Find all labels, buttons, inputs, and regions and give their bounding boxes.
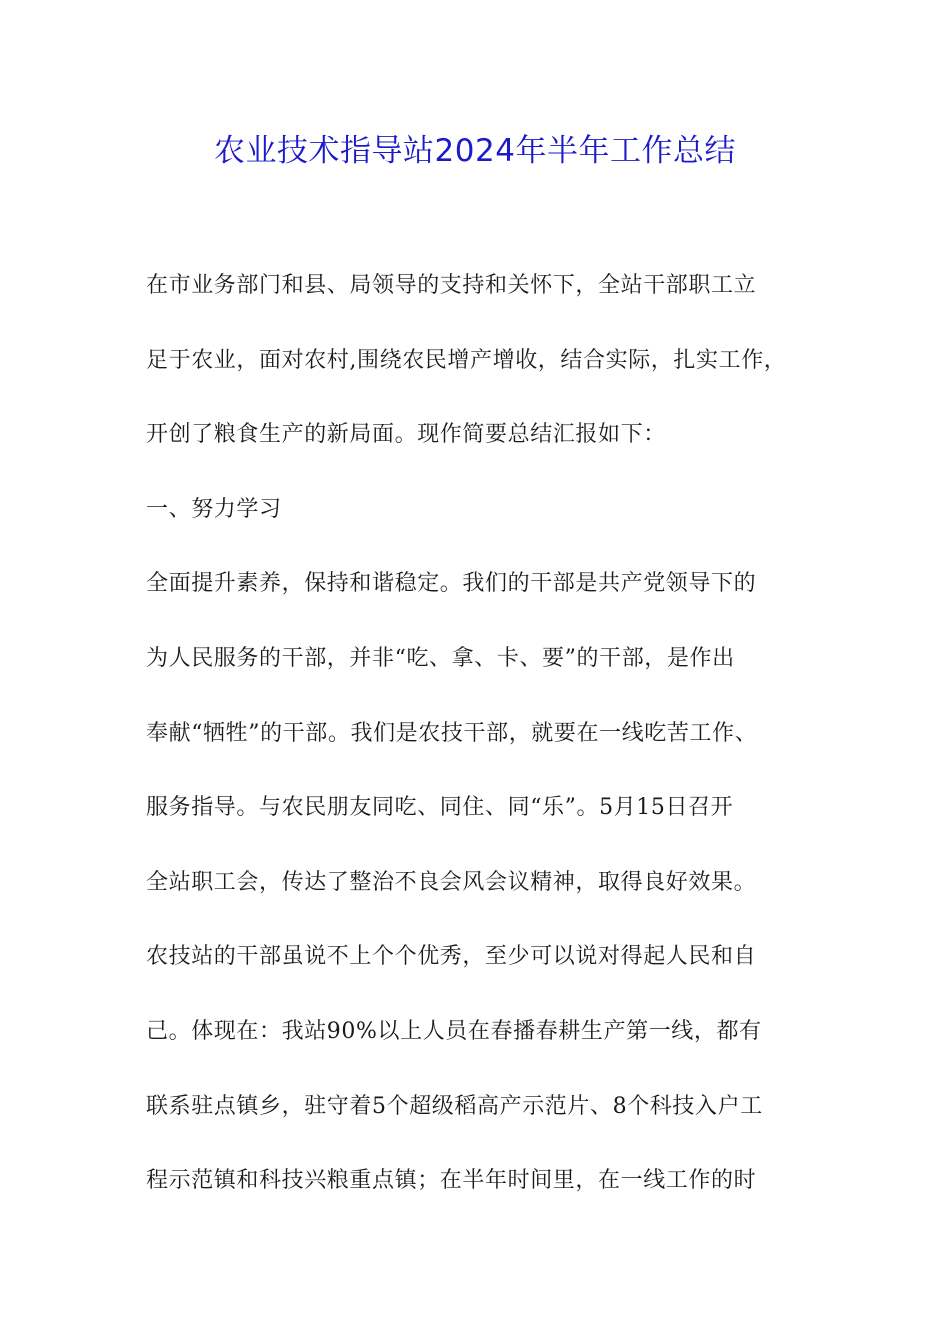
body-line-2: 足于农业，面对农村,围绕农民增产增收，结合实际，扎实工作， bbox=[146, 347, 787, 373]
body-line-6: 为人民服务的干部，并非“吃、拿、卡、要”的干部，是作出 bbox=[146, 645, 735, 671]
body-line-5: 全面提升素养，保持和谐稳定。我们的干部是共产党领导下的 bbox=[146, 571, 757, 597]
body-line-8: 服务指导。与农民朋友同吃、同住、同“乐”。5月15日召开 bbox=[146, 795, 734, 821]
document-body bbox=[146, 264, 826, 1234]
document-title: 农业技术指导站2024年半年工作总结 bbox=[214, 133, 736, 169]
body-line-13: 程示范镇和科技兴粮重点镇；在半年时间里，在一线工作的时 bbox=[146, 1168, 757, 1194]
body-line-10: 农技站的干部虽说不上个个优秀，至少可以说对得起人民和自 bbox=[146, 944, 757, 970]
body-line-7: 奉献“牺牲”的干部。我们是农技干部，就要在一线吃苦工作、 bbox=[146, 720, 758, 746]
body-line-12: 联系驻点镇乡，驻守着5个超级稻高产示范片、8个科技入户工 bbox=[146, 1093, 763, 1119]
section-heading-1: 一、努力学习 bbox=[146, 496, 282, 522]
body-line-1: 在市业务部门和县、局领导的支持和关怀下，全站干部职工立 bbox=[146, 273, 757, 298]
body-line-11: 己。体现在：我站90%以上人员在春播春耕生产第一线，都有 bbox=[146, 1018, 762, 1044]
body-line-9: 全站职工会，传达了整治不良会风会议精神，取得良好效果。 bbox=[146, 869, 757, 895]
body-line-3: 开创了粮食生产的新局面。现作简要总结汇报如下： bbox=[146, 422, 666, 448]
